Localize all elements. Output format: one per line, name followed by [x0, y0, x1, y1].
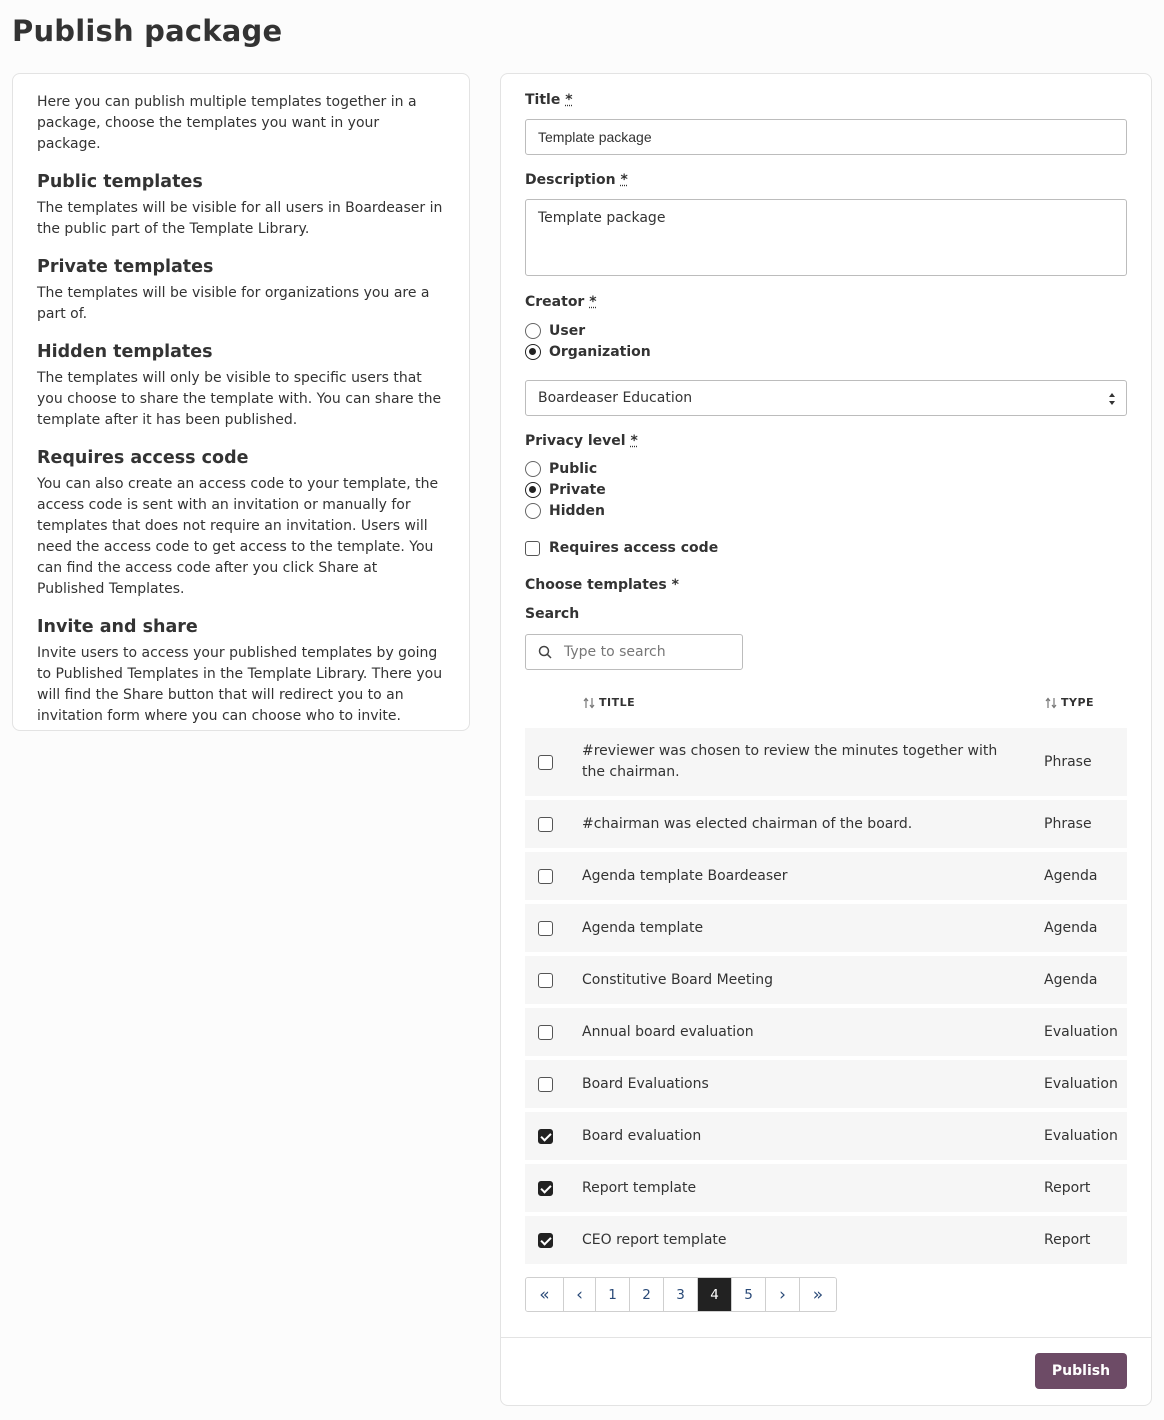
row-type: Phrase	[1044, 816, 1092, 832]
info-heading-access-code: Requires access code	[37, 448, 249, 468]
sort-icon	[583, 697, 595, 709]
row-checkbox[interactable]	[538, 1077, 553, 1092]
row-title: Report template	[582, 1179, 697, 1196]
row-type: Agenda	[1044, 972, 1098, 988]
row-title: Agenda template Boardeaser	[582, 867, 788, 884]
page-title: Publish package	[12, 14, 283, 48]
creator-option-user[interactable]	[525, 323, 585, 339]
last-page-button[interactable]: »	[800, 1278, 836, 1311]
row-checkbox[interactable]	[538, 973, 553, 988]
info-heading-hidden: Hidden templates	[37, 342, 213, 362]
column-title-label: TITLE	[599, 696, 636, 709]
row-type: Evaluation	[1044, 1076, 1118, 1092]
publish-form	[500, 73, 1152, 1406]
creator-label	[525, 294, 597, 310]
info-heading-invite: Invite and share	[37, 617, 198, 637]
info-body-hidden: The templates will only be visible to specific users that you choose to share the template with. You can share the template after it has been published.	[37, 370, 442, 428]
description-label-text: Description	[525, 172, 616, 188]
info-heading-private: Private templates	[37, 257, 214, 277]
search-placeholder: Type to search	[564, 644, 666, 660]
row-type: Evaluation	[1044, 1128, 1118, 1144]
column-header-type[interactable]	[1045, 696, 1094, 709]
row-title: #chairman was elected chairman of the board.	[582, 815, 913, 832]
sort-icon	[1045, 697, 1057, 709]
access-code-checkbox-row[interactable]	[525, 540, 718, 556]
info-body-private: The templates will be visible for organizations you are a part of.	[37, 285, 430, 322]
row-checkbox[interactable]	[538, 869, 553, 884]
row-type: Evaluation	[1044, 1024, 1118, 1040]
row-checkbox-checked[interactable]	[538, 1181, 553, 1196]
next-page-button[interactable]: ›	[766, 1278, 800, 1311]
row-type: Report	[1044, 1180, 1091, 1196]
creator-option-organization[interactable]	[525, 344, 651, 360]
row-checkbox-checked[interactable]	[538, 1233, 553, 1248]
info-intro: Here you can publish multiple templates together in a package, choose the templates you want in your package.	[37, 94, 417, 152]
required-mark: *	[589, 294, 597, 310]
table-row[interactable]	[525, 1008, 1127, 1056]
title-label	[525, 92, 573, 108]
row-type: Phrase	[1044, 754, 1092, 770]
creator-label-text: Creator	[525, 294, 585, 310]
radio-label: Public	[549, 461, 598, 477]
radio-label: Private	[549, 482, 606, 498]
choose-templates-label: Choose templates *	[525, 577, 679, 593]
table-row[interactable]	[525, 956, 1127, 1004]
row-type: Report	[1044, 1232, 1091, 1248]
info-body-access-code: You can also create an access code to your template, the access code is sent with an invitation or manually for templates that does not require an invitation. Users will need the access code to get access to the template. You can find the access code after you click Share at Published Templates.	[37, 476, 439, 597]
radio-button-selected[interactable]	[525, 344, 541, 360]
radio-label: Organization	[549, 344, 651, 360]
row-title: #reviewer was chosen to review the minutes together with the chairman.	[582, 743, 998, 780]
select-arrows-icon	[1108, 392, 1116, 406]
privacy-label-text: Privacy level	[525, 433, 626, 449]
required-mark: *	[630, 433, 638, 449]
row-checkbox[interactable]	[538, 817, 553, 832]
privacy-label	[525, 433, 638, 449]
column-type-label: TYPE	[1061, 696, 1095, 709]
search-icon	[538, 645, 552, 659]
table-row[interactable]	[525, 728, 1127, 796]
pagination	[525, 1277, 837, 1312]
info-body-invite: Invite users to access your published templates by going to Published Templates in the Template Library. There you will find the Share button that will redirect you to an invitation form where you can choose who to invite.	[37, 645, 443, 724]
row-type: Agenda	[1044, 868, 1098, 884]
organization-select[interactable]	[525, 380, 1127, 416]
row-title: CEO report template	[582, 1231, 727, 1248]
title-input[interactable]	[525, 119, 1127, 155]
row-title: Agenda template	[582, 919, 704, 936]
radio-button-selected[interactable]	[525, 482, 541, 498]
row-checkbox-checked[interactable]	[538, 1129, 553, 1144]
search-input[interactable]	[525, 634, 743, 670]
publish-button[interactable]: Publish	[1035, 1353, 1127, 1389]
radio-button[interactable]	[525, 503, 541, 519]
privacy-option-private[interactable]	[525, 482, 606, 498]
table-row[interactable]	[525, 1164, 1127, 1212]
row-title: Board Evaluations	[582, 1075, 709, 1092]
page-button-3[interactable]: 3	[664, 1278, 698, 1311]
privacy-option-hidden[interactable]	[525, 503, 605, 519]
row-checkbox[interactable]	[538, 921, 553, 936]
radio-button[interactable]	[525, 323, 541, 339]
search-label: Search	[525, 606, 580, 622]
row-title: Board evaluation	[582, 1127, 702, 1144]
page-button-1[interactable]: 1	[596, 1278, 630, 1311]
description-label	[525, 172, 628, 188]
table-row[interactable]	[525, 800, 1127, 848]
info-body-public: The templates will be visible for all users in Boardeaser in the public part of the Template Library.	[37, 200, 443, 237]
required-mark: *	[565, 92, 573, 108]
title-label-text: Title	[525, 92, 561, 108]
radio-label: User	[549, 323, 586, 339]
row-title: Annual board evaluation	[582, 1023, 754, 1040]
first-page-button[interactable]: «	[526, 1278, 564, 1311]
page-button-5[interactable]: 5	[732, 1278, 766, 1311]
required-mark: *	[620, 172, 628, 188]
row-checkbox[interactable]	[538, 755, 553, 770]
page-button-2[interactable]: 2	[630, 1278, 664, 1311]
table-row[interactable]	[525, 1112, 1127, 1160]
table-row[interactable]	[525, 852, 1127, 900]
radio-button[interactable]	[525, 461, 541, 477]
row-type: Agenda	[1044, 920, 1098, 936]
row-checkbox[interactable]	[538, 1025, 553, 1040]
access-code-checkbox[interactable]	[525, 541, 540, 556]
table-row[interactable]	[525, 904, 1127, 952]
table-row[interactable]	[525, 1060, 1127, 1108]
column-header-title[interactable]	[583, 696, 635, 709]
page-button-4-current[interactable]: 4	[698, 1278, 732, 1311]
privacy-option-public[interactable]	[525, 461, 597, 477]
description-textarea[interactable]: Template package	[525, 199, 1127, 276]
row-title: Constitutive Board Meeting	[582, 971, 774, 988]
access-code-label: Requires access code	[549, 540, 719, 556]
form-footer-divider	[501, 1337, 1151, 1338]
info-heading-public: Public templates	[37, 172, 203, 192]
prev-page-button[interactable]: ‹	[564, 1278, 596, 1311]
radio-label: Hidden	[549, 503, 606, 519]
organization-select-value: Boardeaser Education	[538, 390, 693, 406]
info-panel	[12, 73, 470, 731]
table-row[interactable]	[525, 1216, 1127, 1264]
